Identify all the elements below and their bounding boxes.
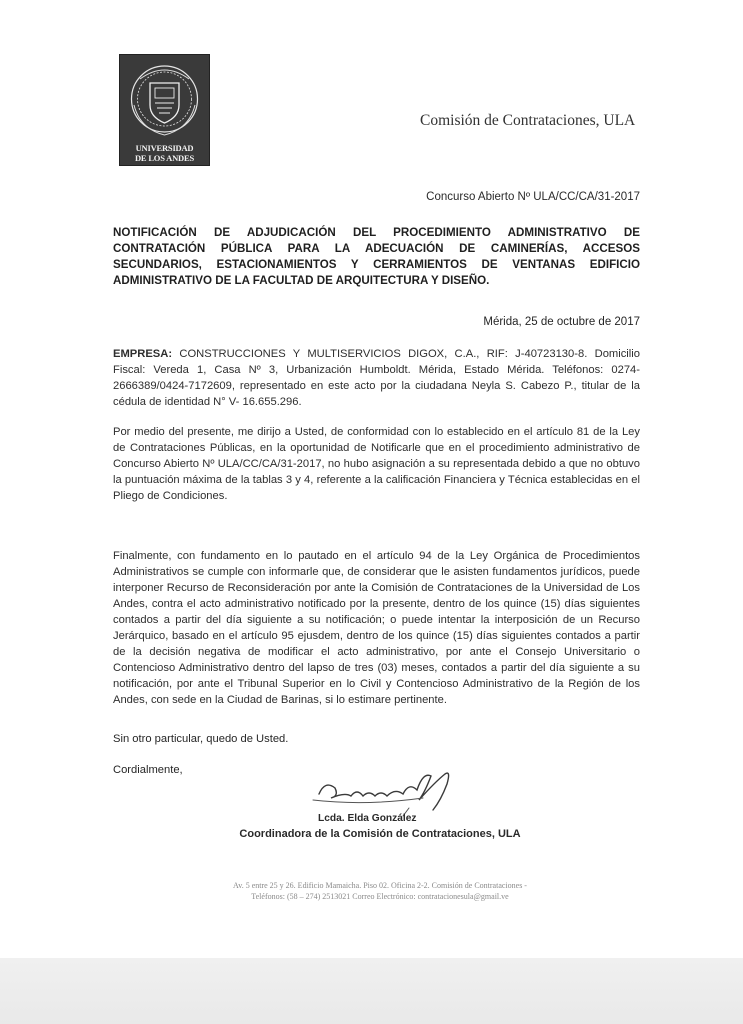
signer-role: Coordinadora de la Comisión de Contrataciones, ULA [239,828,521,840]
scan-margin [0,958,743,1024]
concurso-reference: Concurso Abierto Nº ULA/CC/CA/31-2017 [426,191,640,203]
logo-text: UNIVERSIDAD DE LOS ANDES [134,143,194,163]
recipient-text: CONSTRUCCIONES Y MULTISERVICIOS DIGOX, C.A., RIF: J-40723130-8. Domicilio Fiscal: Vereda 1, Casa Nº 3, Urbanización Humboldt. Mérida, Estado Mérida. Teléfonos: 0274-2666389/0424-7172609, representado en este acto por la ciudadana Neyla S. Cabezo P., titular de la cédula de identidad N° V- 16.655.296. [113,348,640,408]
organization-name: Comisión de Contrataciones, ULA [420,112,636,129]
recipient-label: EMPRESA: [113,348,173,360]
footer-address [190,880,570,902]
body-paragraph-2: Finalmente, con fundamento en lo pautado en el artículo 94 de la Ley Orgánica de Procedimientos Administrativos se cumple con informarle que, de considerar que le asisten fundamentos jurídicos, puede interponer Recurso de Reconsideración por ante la Comisión de Contrataciones de la Universidad de Los Andes, contra el acto administrativo notificado por la presente, dentro de los quince (15) días siguientes contados a partir del día siguiente a su notificación; o puede intentar la interposición de un Recurso Jerárquico, basado en el artículo 95 ejusdem, dentro de los quince (15) días siguientes contados a partir de la decisión negativa de modificar el acto administrativo, por ante el Consejo Universitario o Contencioso Administrativo dentro del lapso de tres (03) meses, contados a partir del día siguiente a su notificación, por ante el Tribunal Superior en lo Civil y Contencioso Administrativo de la Región de los Andes, con sede en la Ciudad de Barinas, si lo estimare pertinente. [113,550,640,706]
university-seal-icon [120,55,209,143]
university-logo [119,54,210,166]
footer-line-1: Av. 5 entre 25 y 26. Edificio Mamaicha. Piso 02. Oficina 2-2. Comisión de Contrataciones - [233,881,527,890]
closing-line: Sin otro particular, quedo de Usted. [113,733,289,745]
signer-name: Lcda. Elda González [318,813,417,824]
body-paragraph-1: Por medio del presente, me dirijo a Usted, de conformidad con lo establecido en el artículo 81 de la Ley de Contrataciones Públicas, en la oportunidad de Notificarle que en el procedimiento administrativo de Concurso Abierto Nº ULA/CC/CA/31-2017, no hubo asignación a su representada debido a que no obtuvo la puntuación máxima de la tablas 3 y 4, referente a la calificación Financiera y Técnica establecidas en el Pliego de Condiciones. [113,426,640,502]
footer-line-2: Teléfonos: (58 – 274) 2513021 Correo Electrónico: contratacionesula@gmail.ve [251,892,509,901]
handwritten-signature [305,752,475,822]
regards-line: Cordialmente, [113,764,183,776]
document-date: Mérida, 25 de octubre de 2017 [483,316,640,328]
recipient-paragraph [113,346,640,410]
document-title: NOTIFICACIÓN DE ADJUDICACIÓN DEL PROCEDIMIENTO ADMINISTRATIVO DE CONTRATACIÓN PÚBLICA PARA LA ADECUACIÓN DE CAMINERÍAS, ACCESOS SECUNDARIOS, ESTACIONAMIENTOS Y CERRAMIENTOS DE VENTANAS EDIFICIO ADMINISTRATIVO DE LA FACULTAD DE ARQUITECTURA Y DISEÑO. [113,226,640,287]
